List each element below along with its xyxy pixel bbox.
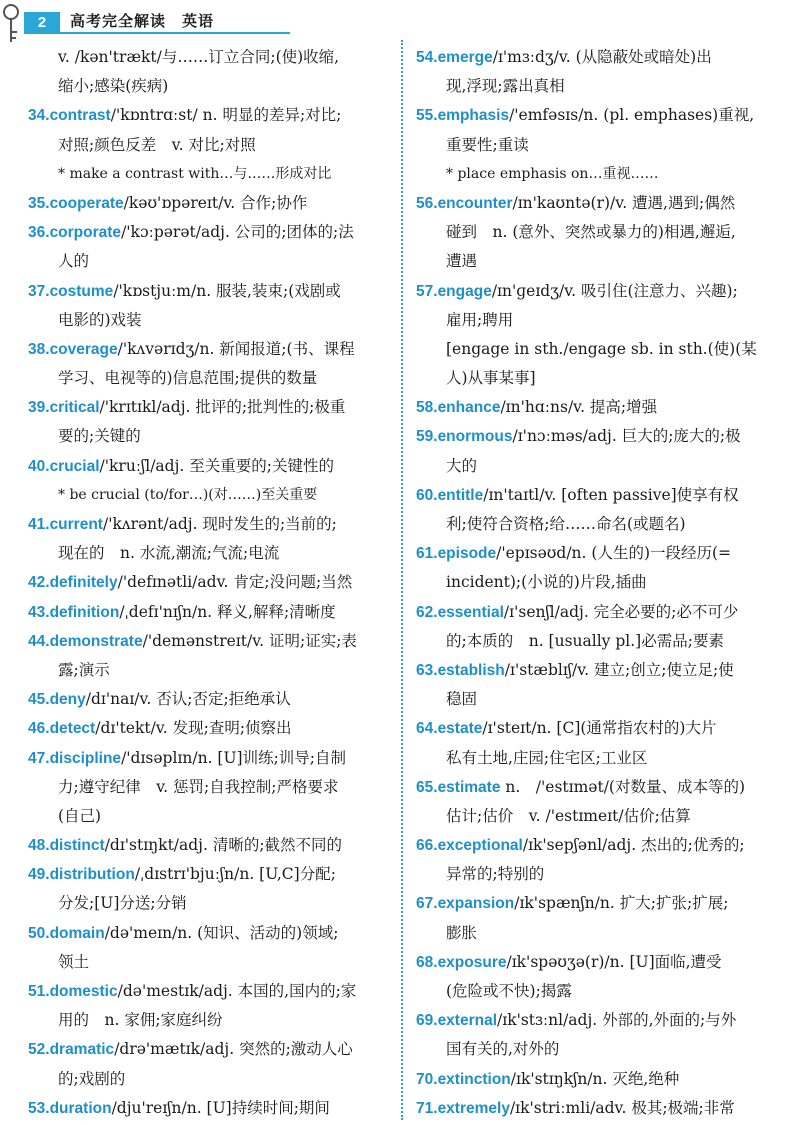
vocab-entry: [28, 218, 368, 247]
right-column: [416, 43, 776, 1123]
headword: discipline: [49, 749, 122, 767]
headword: emerge: [437, 49, 493, 66]
vocab-entry: [28, 744, 368, 773]
definition-continuation: 利;使符合资格;给……命名(或题名): [446, 515, 686, 533]
vocab-entry: [28, 568, 368, 597]
definition-text: /kəʊ'ɒpəreɪt/v. 合作;协作: [123, 193, 308, 212]
headword: emphasis: [437, 107, 510, 125]
definition-continuation: 分发;[U]分送;分销: [58, 894, 187, 913]
vocab-entry: [28, 627, 368, 656]
headword: deny: [49, 691, 86, 709]
definition-text: /ɪk'stɜːnl/adj. 外部的,外面的;与外: [497, 1011, 737, 1030]
headword: estate: [437, 720, 483, 738]
headword: cooperate: [49, 194, 124, 212]
headword: distribution: [49, 866, 135, 884]
headword: encounter: [437, 194, 513, 212]
entry-number: 61.: [416, 545, 438, 563]
vocab-entry: [416, 948, 776, 977]
vocab-entry: [416, 714, 776, 743]
entry-number: 67.: [416, 895, 438, 913]
entry-number: 60.: [416, 486, 438, 504]
vocab-entry: [28, 860, 368, 889]
entry-number: 45.: [28, 691, 50, 709]
headword: coverage: [49, 340, 118, 358]
definition-continuation: 遭遇: [446, 252, 478, 271]
definition-text: /ɪ'steɪt/n. [C](通常指农村的)大片: [482, 719, 717, 738]
definition-continuation: 异常的;特别的: [446, 865, 545, 884]
definition-continuation: 对照;颜色反差 v. 对比;对照: [58, 135, 256, 154]
definition-text: /də'mestɪk/adj. 本国的,国内的;家: [117, 982, 357, 1000]
definition-continuation: 要的;关键的: [58, 427, 141, 446]
entry-number: 36.: [28, 224, 50, 242]
definition-text: /dɪ'naɪ/v. 否认;否定;拒绝承认: [85, 690, 291, 709]
definition-text: /'krɪtɪkl/adj. 批评的;批判性的;极重: [99, 398, 346, 417]
definition-continuation: 膨胀: [446, 923, 478, 942]
entry-number: 49.: [28, 866, 50, 884]
headword: entitle: [437, 486, 484, 504]
header-rule: [60, 32, 290, 34]
definition-text: /dju'reɪʃn/n. [U]持续时间;期间: [111, 1098, 330, 1117]
vocab-entry: [28, 714, 368, 743]
definition-continuation: 露;演示: [58, 660, 110, 679]
column-divider: [401, 40, 403, 1120]
vocab-entry: [28, 452, 368, 481]
entry-number: 47.: [28, 749, 50, 767]
entry-number: 34.: [28, 107, 50, 125]
definition-continuation: 学习、电视等的)信息范围;提供的数量: [58, 369, 318, 388]
definition-continuation: 的;本质的 n. [usually pl.]必需品;要素: [446, 631, 724, 650]
headword: definitely: [49, 574, 118, 592]
vocab-entry: [416, 1006, 776, 1035]
vocab-entry: [416, 277, 776, 306]
entry-number: 41.: [28, 516, 50, 533]
page-number: 2: [24, 12, 60, 34]
headword: enhance: [437, 399, 501, 417]
definition-text: /ɪ'stæblɪʃ/v. 建立;创立;使立足;使: [504, 660, 734, 679]
definition-text: /ɪk'sepʃənl/adj. 杰出的;优秀的;: [522, 836, 745, 855]
headword: estimate: [437, 778, 501, 796]
key-logo-icon: [2, 2, 24, 46]
headword: definition: [49, 603, 120, 621]
definition-continuation: incident);(小说的)片段,插曲: [446, 573, 647, 592]
entry-number: 59.: [416, 428, 438, 446]
definition-text: /'kruːʃl/adj. 至关重要的;关键性的: [99, 456, 334, 475]
definition-continuation: (自己): [58, 806, 102, 825]
definition-continuation: [engage in sth./engage sb. in sth.(使)(某: [446, 339, 757, 358]
definition-continuation: 估计;估价 v. /'estɪmeɪt/估价;估算: [446, 806, 691, 825]
entry-number: 56.: [416, 194, 438, 212]
entry-number: 46.: [28, 720, 50, 738]
vocab-entry: [28, 510, 368, 539]
headword: extinction: [437, 1070, 511, 1088]
headword: episode: [437, 545, 497, 563]
headword: exceptional: [437, 837, 523, 855]
entry-number: 51.: [28, 983, 50, 1000]
entry-number: 54.: [416, 49, 438, 66]
headword: duration: [49, 1099, 112, 1117]
definition-text: /'kɔːpərət/adj. 公司的;团体的;法: [121, 223, 354, 242]
entry-number: 42.: [28, 574, 50, 592]
vocab-entry: [416, 831, 776, 860]
definition-text: /dɪ'stɪŋkt/adj. 清晰的;截然不同的: [104, 836, 343, 855]
definition-text: /'defɪnətli/adv. 肯定;没问题;当然: [117, 573, 353, 592]
entry-number: 69.: [416, 1012, 438, 1030]
headword: costume: [49, 282, 114, 300]
entry-number: 70.: [416, 1070, 438, 1088]
definition-text: /'kɒstjuːm/n. 服装,装束;(戏剧或: [113, 281, 341, 300]
entry-number: 66.: [416, 837, 438, 855]
definition-text: /ɪ'nɔːməs/adj. 巨大的;庞大的;极: [512, 427, 741, 446]
definition-text: /'kɒntrɑːst/ n. 明显的差异;对比;: [110, 106, 342, 125]
entry-number: 43.: [28, 603, 50, 621]
vocab-entry: [28, 393, 368, 422]
headword: external: [437, 1012, 498, 1030]
vocab-entry: [416, 656, 776, 685]
definition-text: /'kʌrənt/adj. 现时发生的;当前的;: [102, 515, 337, 533]
vocab-entry: [416, 889, 776, 918]
vocab-entry: [28, 598, 368, 627]
headword: current: [49, 516, 103, 533]
book-title: 高考完全解读 英语: [70, 13, 215, 30]
vocab-entry: [416, 422, 776, 451]
definition-continuation: 缩小;感染(疾病): [58, 77, 169, 96]
definition-continuation: 力;遵守纪律 v. 惩罚;自我控制;严格要求: [58, 777, 339, 796]
definition-text: /ˌdefɪ'nɪʃn/n. 释义,解释;清晰度: [119, 602, 336, 621]
vocab-entry: [416, 393, 776, 422]
usage-note: * be crucial (to/for…)(对……)至关重要: [58, 486, 318, 503]
definition-text: /'dɪsəplɪn/n. [U]训练;训导;自制: [121, 748, 347, 767]
definition-text: /ɪk'stɪŋkʃn/n. 灭绝,绝种: [510, 1069, 680, 1088]
definition-text: /dɪ'tekt/v. 发现;查明;侦察出: [95, 719, 292, 738]
headword: corporate: [49, 224, 122, 242]
entry-number: 65.: [416, 778, 438, 796]
headword: extremely: [437, 1099, 510, 1117]
vocab-entry: [28, 919, 368, 948]
definition-text: /ˌdɪstrɪ'bjuːʃn/n. [U,C]分配;: [134, 865, 336, 884]
headword: domestic: [49, 983, 118, 1000]
vocab-entry: [416, 481, 776, 510]
definition-continuation: 碰到 n. (意外、突然或暴力的)相遇,邂逅,: [446, 223, 736, 242]
vocab-entry: [28, 1094, 368, 1123]
vocab-entry: [28, 277, 368, 306]
entry-number: 71.: [416, 1099, 438, 1117]
entry-number: 64.: [416, 720, 438, 738]
entry-number: 63.: [416, 661, 438, 679]
vocab-entry: [416, 773, 776, 802]
headword: essential: [437, 603, 504, 621]
definition-text: /ɪn'kaʊntə(r)/v. 遭遇,遇到;偶然: [512, 193, 736, 212]
vocab-entry: [28, 977, 368, 1006]
entry-number: 58.: [416, 399, 438, 417]
definition-continuation: 现在的 n. 水流,潮流;气流;电流: [58, 544, 280, 563]
definition-text: /drə'mætɪk/adj. 突然的;激动人心: [114, 1040, 353, 1059]
entry-number: 38.: [28, 340, 50, 358]
definition-continuation: 人)从事某事]: [446, 369, 536, 388]
definition-continuation: 国有关的,对外的: [446, 1040, 560, 1059]
definition-text: /'demənstreɪt/v. 证明;证实;表: [142, 631, 357, 650]
vocab-entry: [28, 685, 368, 714]
entry-number: 39.: [28, 399, 50, 417]
definition-text: /ɪn'ɡeɪdʒ/v. 吸引住(注意力、兴趣);: [491, 281, 738, 300]
vocab-entry: [416, 101, 776, 130]
vocab-entry: [416, 598, 776, 627]
vocab-entry: [416, 43, 776, 72]
definition-continuation: 重要性;重读: [446, 135, 529, 154]
headword: enormous: [437, 428, 513, 446]
entry-number: 40.: [28, 457, 50, 475]
entry-number: 44.: [28, 632, 50, 650]
left-column: [28, 43, 368, 1123]
vocab-entry: [28, 101, 368, 130]
vocab-entry: [416, 539, 776, 568]
definition-text: /ɪn'taɪtl/v. [often passive]使享有权: [483, 485, 739, 504]
definition-text: /ɪ'mɜːdʒ/v. (从隐蔽处或暗处)出: [492, 48, 712, 66]
entry-number: 62.: [416, 603, 438, 621]
definition-text: /'epɪsəʊd/n. (人生的)一段经历(=: [496, 544, 732, 563]
entry-number: 53.: [28, 1099, 50, 1117]
headword: demonstrate: [49, 632, 143, 650]
entry-number: 35.: [28, 194, 50, 212]
vocab-entry: [28, 831, 368, 860]
definition-text: /'emfəsɪs/n. (pl. emphases)重视,: [509, 106, 755, 125]
definition-text: n. /'estɪmət/(对数量、成本等的): [500, 777, 746, 796]
definition-continuation: 私有土地,庄园;住宅区;工业区: [446, 748, 648, 767]
definition-continuation: 人的: [58, 252, 90, 271]
headword: critical: [49, 399, 100, 417]
usage-note: * make a contrast with…与……形成对比: [58, 165, 332, 182]
headword: exposure: [437, 953, 507, 971]
headword: distinct: [49, 837, 105, 855]
entry-number: 37.: [28, 282, 50, 300]
vocab-entry: [416, 1065, 776, 1094]
definition-text: /'kʌvərɪdʒ/n. 新闻报道;(书、课程: [117, 339, 355, 358]
headword: establish: [437, 661, 505, 679]
definition-continuation: (危险或不快);揭露: [446, 982, 572, 1000]
entry-number: 57.: [416, 282, 438, 300]
headword: dramatic: [49, 1041, 115, 1059]
definition-text: /ɪk'spænʃn/n. 扩大;扩张;扩展;: [514, 894, 729, 913]
vocab-entry: [416, 189, 776, 218]
vocab-entry: [28, 335, 368, 364]
definition-continuation: 雇用;聘用: [446, 310, 514, 329]
entry-number: 55.: [416, 107, 438, 125]
headword: expansion: [437, 895, 515, 913]
definition-continuation: 现,浮现;露出真相: [446, 77, 565, 96]
headword: engage: [437, 282, 492, 300]
definition-text: /ɪk'spəʊʒə(r)/n. [U]面临,遭受: [506, 952, 722, 971]
entry-number: 48.: [28, 837, 50, 855]
headword: contrast: [49, 107, 111, 125]
vocab-entry: [416, 1094, 776, 1123]
page-header: [0, 0, 800, 40]
entry-number: 68.: [416, 953, 438, 971]
entry-number: 50.: [28, 924, 50, 942]
vocab-entry: [28, 1035, 368, 1064]
definition-continuation: 大的: [446, 456, 478, 475]
usage-note: * place emphasis on…重视……: [446, 165, 659, 182]
definition-continuation: 的;戏剧的: [58, 1069, 126, 1088]
definition-continuation: v. /kən'trækt/与……订立合同;(使)收缩,: [58, 48, 340, 66]
entry-number: 52.: [28, 1041, 50, 1059]
vocab-entry: [28, 189, 368, 218]
definition-continuation: 领土: [58, 952, 90, 971]
definition-text: /də'meɪn/n. (知识、活动的)领域;: [104, 923, 339, 942]
definition-continuation: 稳固: [446, 690, 478, 709]
definition-continuation: 电影的)戏装: [58, 310, 142, 329]
headword: crucial: [49, 457, 100, 475]
definition-text: /ɪk'striːmli/adv. 极其;极端;非常: [509, 1098, 735, 1117]
definition-continuation: 用的 n. 家佣;家庭纠纷: [58, 1011, 223, 1030]
definition-text: /ɪn'hɑːns/v. 提高;增强: [500, 398, 658, 417]
definition-text: /ɪ'senʃl/adj. 完全必要的;必不可少: [503, 602, 739, 621]
headword: detect: [49, 720, 96, 738]
headword: domain: [49, 924, 105, 942]
